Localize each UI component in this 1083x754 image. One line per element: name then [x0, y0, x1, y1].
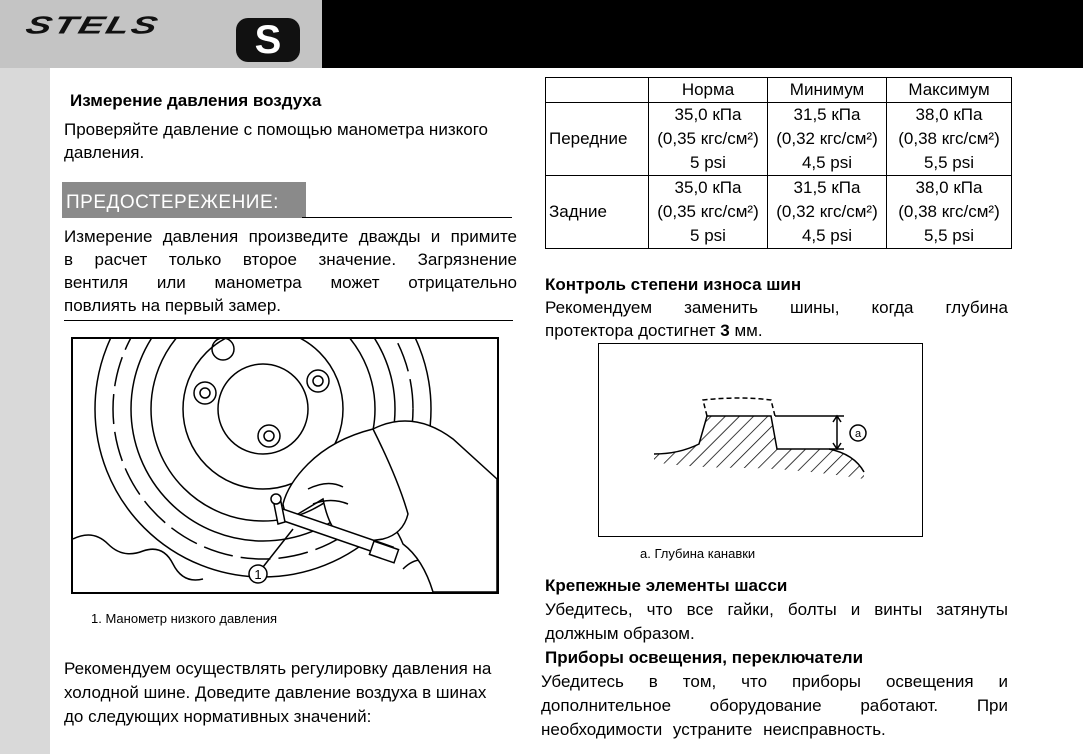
value-kgf: (0,35 кгс/см²) — [657, 129, 759, 148]
value-kpa: 38,0 кПа — [915, 178, 983, 197]
wear-text-suffix: мм. — [729, 321, 763, 340]
recommend-line-2: холодной шине. Доведите давление воздуха в шинах — [64, 683, 487, 702]
brand-logo — [0, 0, 322, 68]
table-header-empty — [546, 78, 649, 103]
table-row-front — [546, 103, 1012, 176]
heading-pressure: Измерение давления воздуха — [70, 91, 322, 110]
table-header-min: Минимум — [768, 78, 887, 103]
heading-tire-wear: Контроль степени износа шин — [545, 275, 802, 294]
fasteners-line-1: Убедитесь, что все гайки, болты и винты затянуты — [545, 600, 1008, 619]
value-kpa: 31,5 кПа — [793, 178, 861, 197]
value-kgf: (0,32 кгс/см²) — [776, 129, 878, 148]
value-kpa: 35,0 кПа — [674, 105, 742, 124]
table-row-label: Передние — [546, 103, 649, 176]
fasteners-line-2: должным образом. — [545, 624, 695, 643]
wear-text-prefix: протектора достигнет — [545, 321, 721, 340]
wear-depth-value: 3 — [720, 321, 730, 340]
table-cell-norm — [649, 176, 768, 249]
value-kpa: 31,5 кПа — [793, 105, 861, 124]
recommend-line-3: до следующих нормативных значений: — [64, 707, 372, 726]
warning-line-1: Измерение давления произведите дважды и примите — [64, 227, 517, 246]
table-cell-min — [768, 176, 887, 249]
value-psi: 5,5 psi — [923, 153, 975, 172]
value-kpa: 38,0 кПа — [915, 105, 983, 124]
table-cell-norm — [649, 103, 768, 176]
value-kgf: (0,32 кгс/см²) — [776, 202, 878, 221]
table-cell-max — [887, 176, 1012, 249]
table-cell-max — [887, 103, 1012, 176]
warning-bottom-rule — [64, 320, 513, 321]
table-row-label: Задние — [546, 176, 649, 249]
gauge-illustration — [73, 339, 497, 592]
pressure-text-line-2: давления. — [64, 143, 145, 162]
warning-line-2: в расчет только второе значение. Загрязнение — [64, 250, 517, 269]
value-psi: 5,5 psi — [923, 226, 975, 245]
tread-figure-caption: а. Глубина канавки — [640, 546, 756, 561]
brand-logo-mark: S — [236, 18, 300, 62]
tread-callout-label: a — [854, 428, 862, 440]
warning-underline — [302, 217, 512, 218]
recommend-line-1: Рекомендуем осуществлять регулировку давления на — [64, 659, 492, 678]
gauge-figure-caption: 1. Манометр низкого давления — [91, 611, 278, 626]
pressure-spec-table — [545, 77, 1012, 249]
brand-logo-text: STELS — [22, 12, 163, 40]
value-psi: 4,5 psi — [801, 153, 853, 172]
wear-text-line-1: Рекомендуем заменить шины, когда глубина — [545, 298, 1008, 317]
lights-line-1: Убедитесь в том, что приборы освещения и — [541, 672, 1008, 691]
table-header-norm: Норма — [649, 78, 768, 103]
value-psi: 4,5 psi — [801, 226, 853, 245]
lights-line-3: необходимости устраните неисправность. — [541, 720, 886, 739]
tread-depth-illustration — [599, 344, 922, 536]
gauge-figure — [71, 337, 499, 594]
table-header-row — [546, 78, 1012, 103]
heading-lights: Приборы освещения, переключатели — [545, 648, 864, 667]
tread-depth-figure — [598, 343, 923, 537]
pressure-text-line-1: Проверяйте давление с помощью манометра низкого — [64, 120, 488, 139]
heading-fasteners: Крепежные элементы шасси — [545, 576, 788, 595]
value-psi: 5 psi — [690, 226, 726, 245]
page-sidebar-strip — [0, 0, 50, 754]
warning-line-3: вентиля или манометра может отрицательно — [64, 273, 517, 292]
table-header-max: Максимум — [887, 78, 1012, 103]
wear-text-line-2 — [545, 319, 763, 342]
table-cell-min — [768, 103, 887, 176]
value-psi: 5 psi — [690, 153, 726, 172]
value-kgf: (0,38 кгс/см²) — [898, 129, 1000, 148]
page-header — [0, 0, 1083, 68]
value-kpa: 35,0 кПа — [674, 178, 742, 197]
value-kgf: (0,38 кгс/см²) — [898, 202, 1000, 221]
warning-line-4: повлиять на первый замер. — [64, 296, 282, 315]
lights-line-2: дополнительное оборудование работают. При — [541, 696, 1008, 715]
table-row-rear — [546, 176, 1012, 249]
warning-label: ПРЕДОСТЕРЕЖЕНИЕ: — [62, 182, 306, 218]
value-kgf: (0,35 кгс/см²) — [657, 202, 759, 221]
gauge-callout-number: 1 — [254, 567, 262, 582]
